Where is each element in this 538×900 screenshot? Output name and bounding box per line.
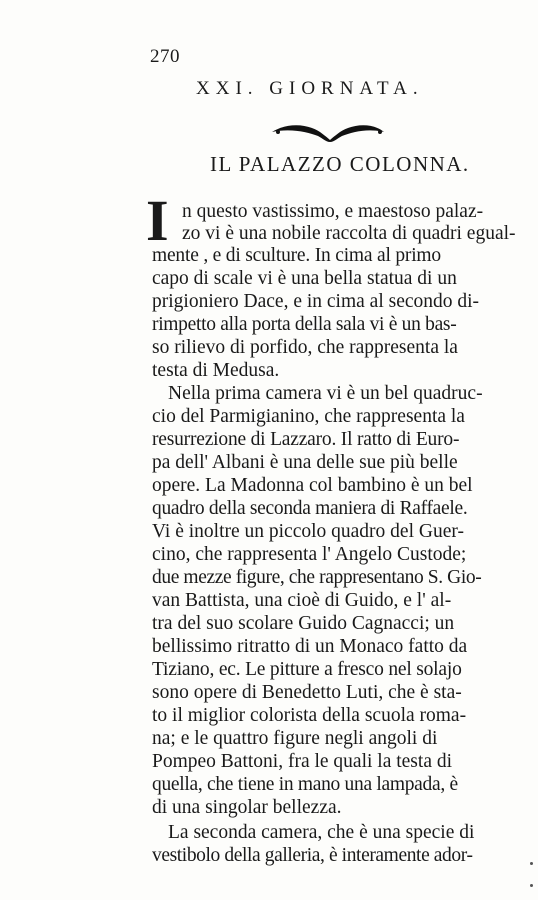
text-line: resurrezione di Lazzaro. Il ratto di Euro-	[152, 429, 460, 450]
text-line: di una singolar bellezza.	[152, 797, 342, 818]
text-line: n questo vastissimo, e maestoso palaz-	[182, 201, 484, 222]
speck-mark	[530, 884, 533, 887]
text-line: capo di scale vi è una bella statua di un	[152, 268, 457, 289]
text-line: so rilievo di porfido, che rappresenta la	[152, 337, 458, 358]
text-line: La seconda camera, che è una specie di	[168, 822, 475, 843]
text-line: prigioniero Dace, e in cima al secondo di-	[152, 291, 480, 312]
text-line: Tiziano, ec. Le pitture a fresco nel solajo	[152, 659, 462, 680]
drop-cap: I	[146, 188, 169, 253]
text-line: na; e le quattro figure negli angoli di	[152, 728, 438, 749]
text-line: cino, che rappresenta l' Angelo Custode;	[152, 544, 467, 565]
text-line: rimpetto alla porta della sala vi è un bas-	[152, 314, 457, 335]
text-line: van Battista, una cioè di Guido, e l' al-	[152, 590, 452, 611]
text-line: Pompeo Battoni, fra le quali la testa di	[152, 751, 453, 772]
text-line: zo vi è una nobile raccolta di quadri egual-	[182, 223, 516, 244]
section-title: IL PALAZZO COLONNA.	[210, 152, 470, 176]
text-line: Vi è inoltre un piccolo quadro del Guer-	[152, 521, 464, 542]
running-head: XXI. GIORNATA.	[196, 78, 424, 99]
text-line: tra del suo scolare Guido Cagnacci; un	[152, 613, 455, 634]
text-line: quella, che tiene in mano una lampada, è	[152, 774, 458, 795]
text-line: opere. La Madonna col bambino è un bel	[152, 475, 473, 496]
text-line: due mezze figure, che rappresentano S. Gio-	[152, 567, 482, 588]
text-line: vestibolo della galleria, è interamente ador-	[152, 845, 473, 866]
text-line: quadro della seconda maniera di Raffaele.	[152, 498, 468, 519]
text-line: cio del Parmigianino, che rappresenta la	[152, 406, 465, 427]
text-line: sono opere di Benedetto Luti, che è sta-	[152, 682, 462, 703]
text-line: Nella prima camera vi è un bel quadruc-	[168, 383, 483, 404]
text-line: to il miglior colorista della scuola roma-	[152, 705, 467, 726]
text-line: mente , e di sculture. In cima al primo	[152, 245, 441, 266]
text-line: bellissimo ritratto di un Monaco fatto da	[152, 636, 468, 657]
text-line: pa dell' Albani è una delle sue più belle	[152, 452, 458, 473]
text-line: testa di Medusa.	[152, 360, 280, 381]
ornament-divider-icon	[268, 120, 388, 144]
page-number: 270	[150, 46, 180, 67]
speck-mark	[530, 862, 533, 865]
